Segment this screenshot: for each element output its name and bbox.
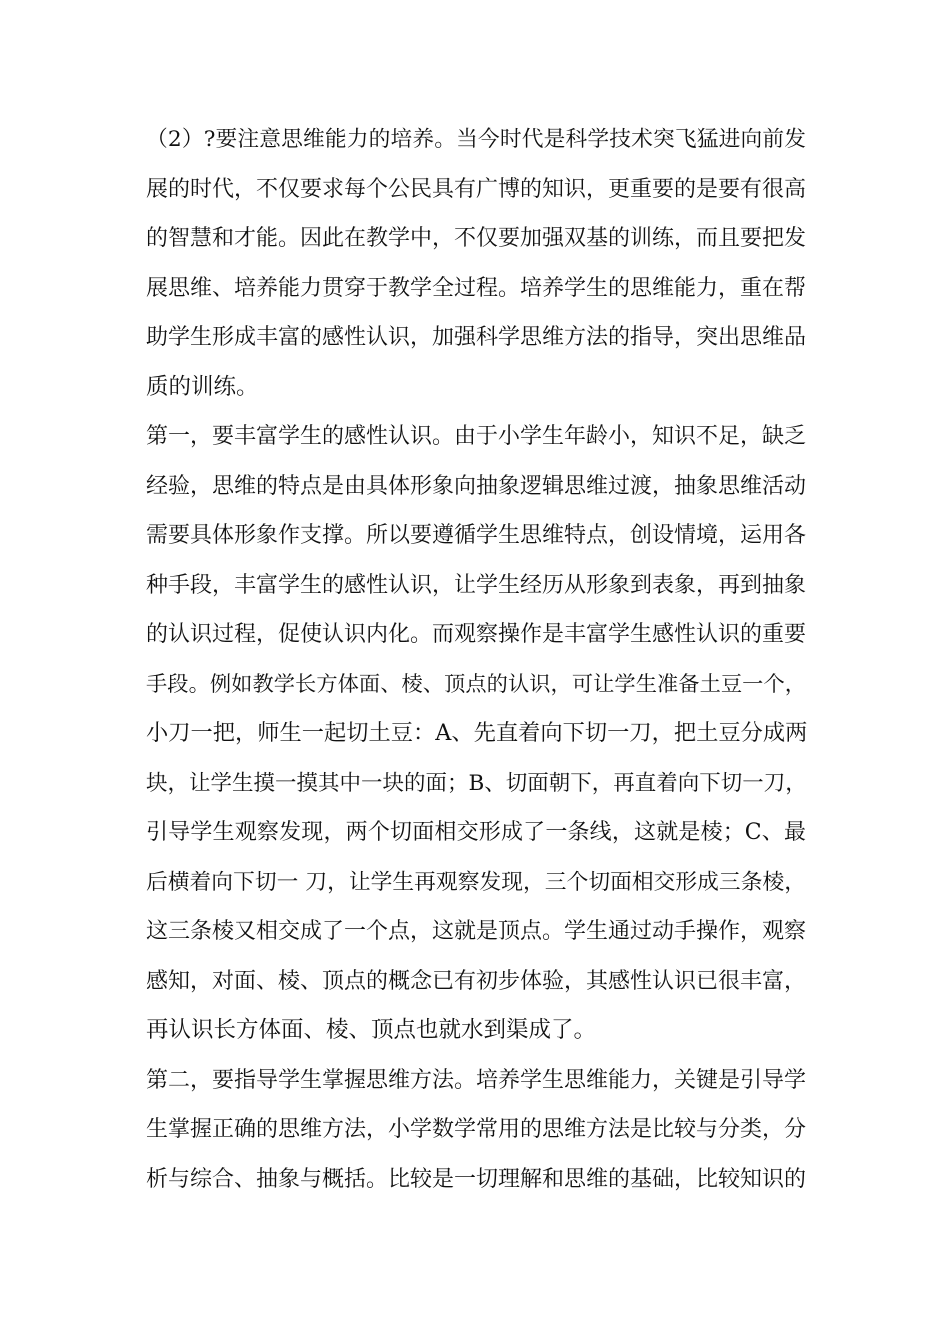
text-line: 这三条棱又相交成了一个点，这就是顶点。学生通过动手操作，观察 — [146, 919, 807, 944]
text-line: 小刀一把，师生一起切土豆：A、先直着向下切一刀，把土豆分成两 — [146, 720, 808, 746]
text-line: 经验，思维的特点是由具体形象向抽象逻辑思维过渡，抽象思维活动 — [146, 473, 807, 499]
text-line: 引导学生观察发现，两个切面相交形成了一条线，这就是棱；C、最 — [146, 820, 806, 845]
text-line: 质的训练。 — [146, 373, 259, 400]
text-line: 展思维、培养能力贯穿于教学全过程。培养学生的思维能力，重在帮 — [146, 275, 807, 301]
text-line: 第一，要丰富学生的感性认识。由于小学生年龄小，知识不足，缺乏 — [146, 424, 807, 449]
text-line: 助学生形成丰富的感性认识，加强科学思维方法的指导，突出思维品 — [146, 325, 807, 350]
text-line: 析与综合、抽象与概括。比较是一切理解和思维的基础，比较知识的 — [146, 1166, 807, 1192]
text-line: （2）?要注意思维能力的培养。当今时代是科学技术突飞猛进向前发 — [146, 127, 806, 152]
text-line: 感知，对面、棱、顶点的概念已有初步体验，其感性认识已很丰富， — [146, 968, 807, 994]
text-line: 手段。例如教学长方体面、棱、顶点的认识，可让学生准备土豆一个， — [146, 671, 806, 697]
text-line: 需要具体形象作支撑。所以要遵循学生思维特点，创设情境，运用各 — [146, 523, 807, 548]
text-line: 的认识过程，促使认识内化。而观察操作是丰富学生感性认识的重要 — [146, 622, 807, 647]
body-text — [146, 115, 806, 1204]
text-line: 展的时代，不仅要求每个公民具有广博的知识，更重要的是要有很高 — [146, 176, 807, 202]
text-line: 的智慧和才能。因此在教学中，不仅要加强双基的训练，而且要把发 — [146, 226, 807, 251]
text-line: 后横着向下切一 刀，让学生再观察发现，三个切面相交形成三条棱， — [146, 869, 806, 895]
text-line: 再认识长方体面、棱、顶点也就水到渠成了。 — [146, 1017, 597, 1043]
text-line: 生掌握正确的思维方法，小学数学常用的思维方法是比较与分类，分 — [146, 1117, 807, 1142]
text-line: 种手段，丰富学生的感性认识，让学生经历从形象到表象，再到抽象 — [146, 572, 807, 598]
text-line: 第二，要指导学生掌握思维方法。培养学生思维能力，关键是引导学 — [146, 1067, 807, 1093]
text-line: 块，让学生摸一摸其中一块的面；B、切面朝下，再直着向下切一刀， — [146, 770, 807, 796]
